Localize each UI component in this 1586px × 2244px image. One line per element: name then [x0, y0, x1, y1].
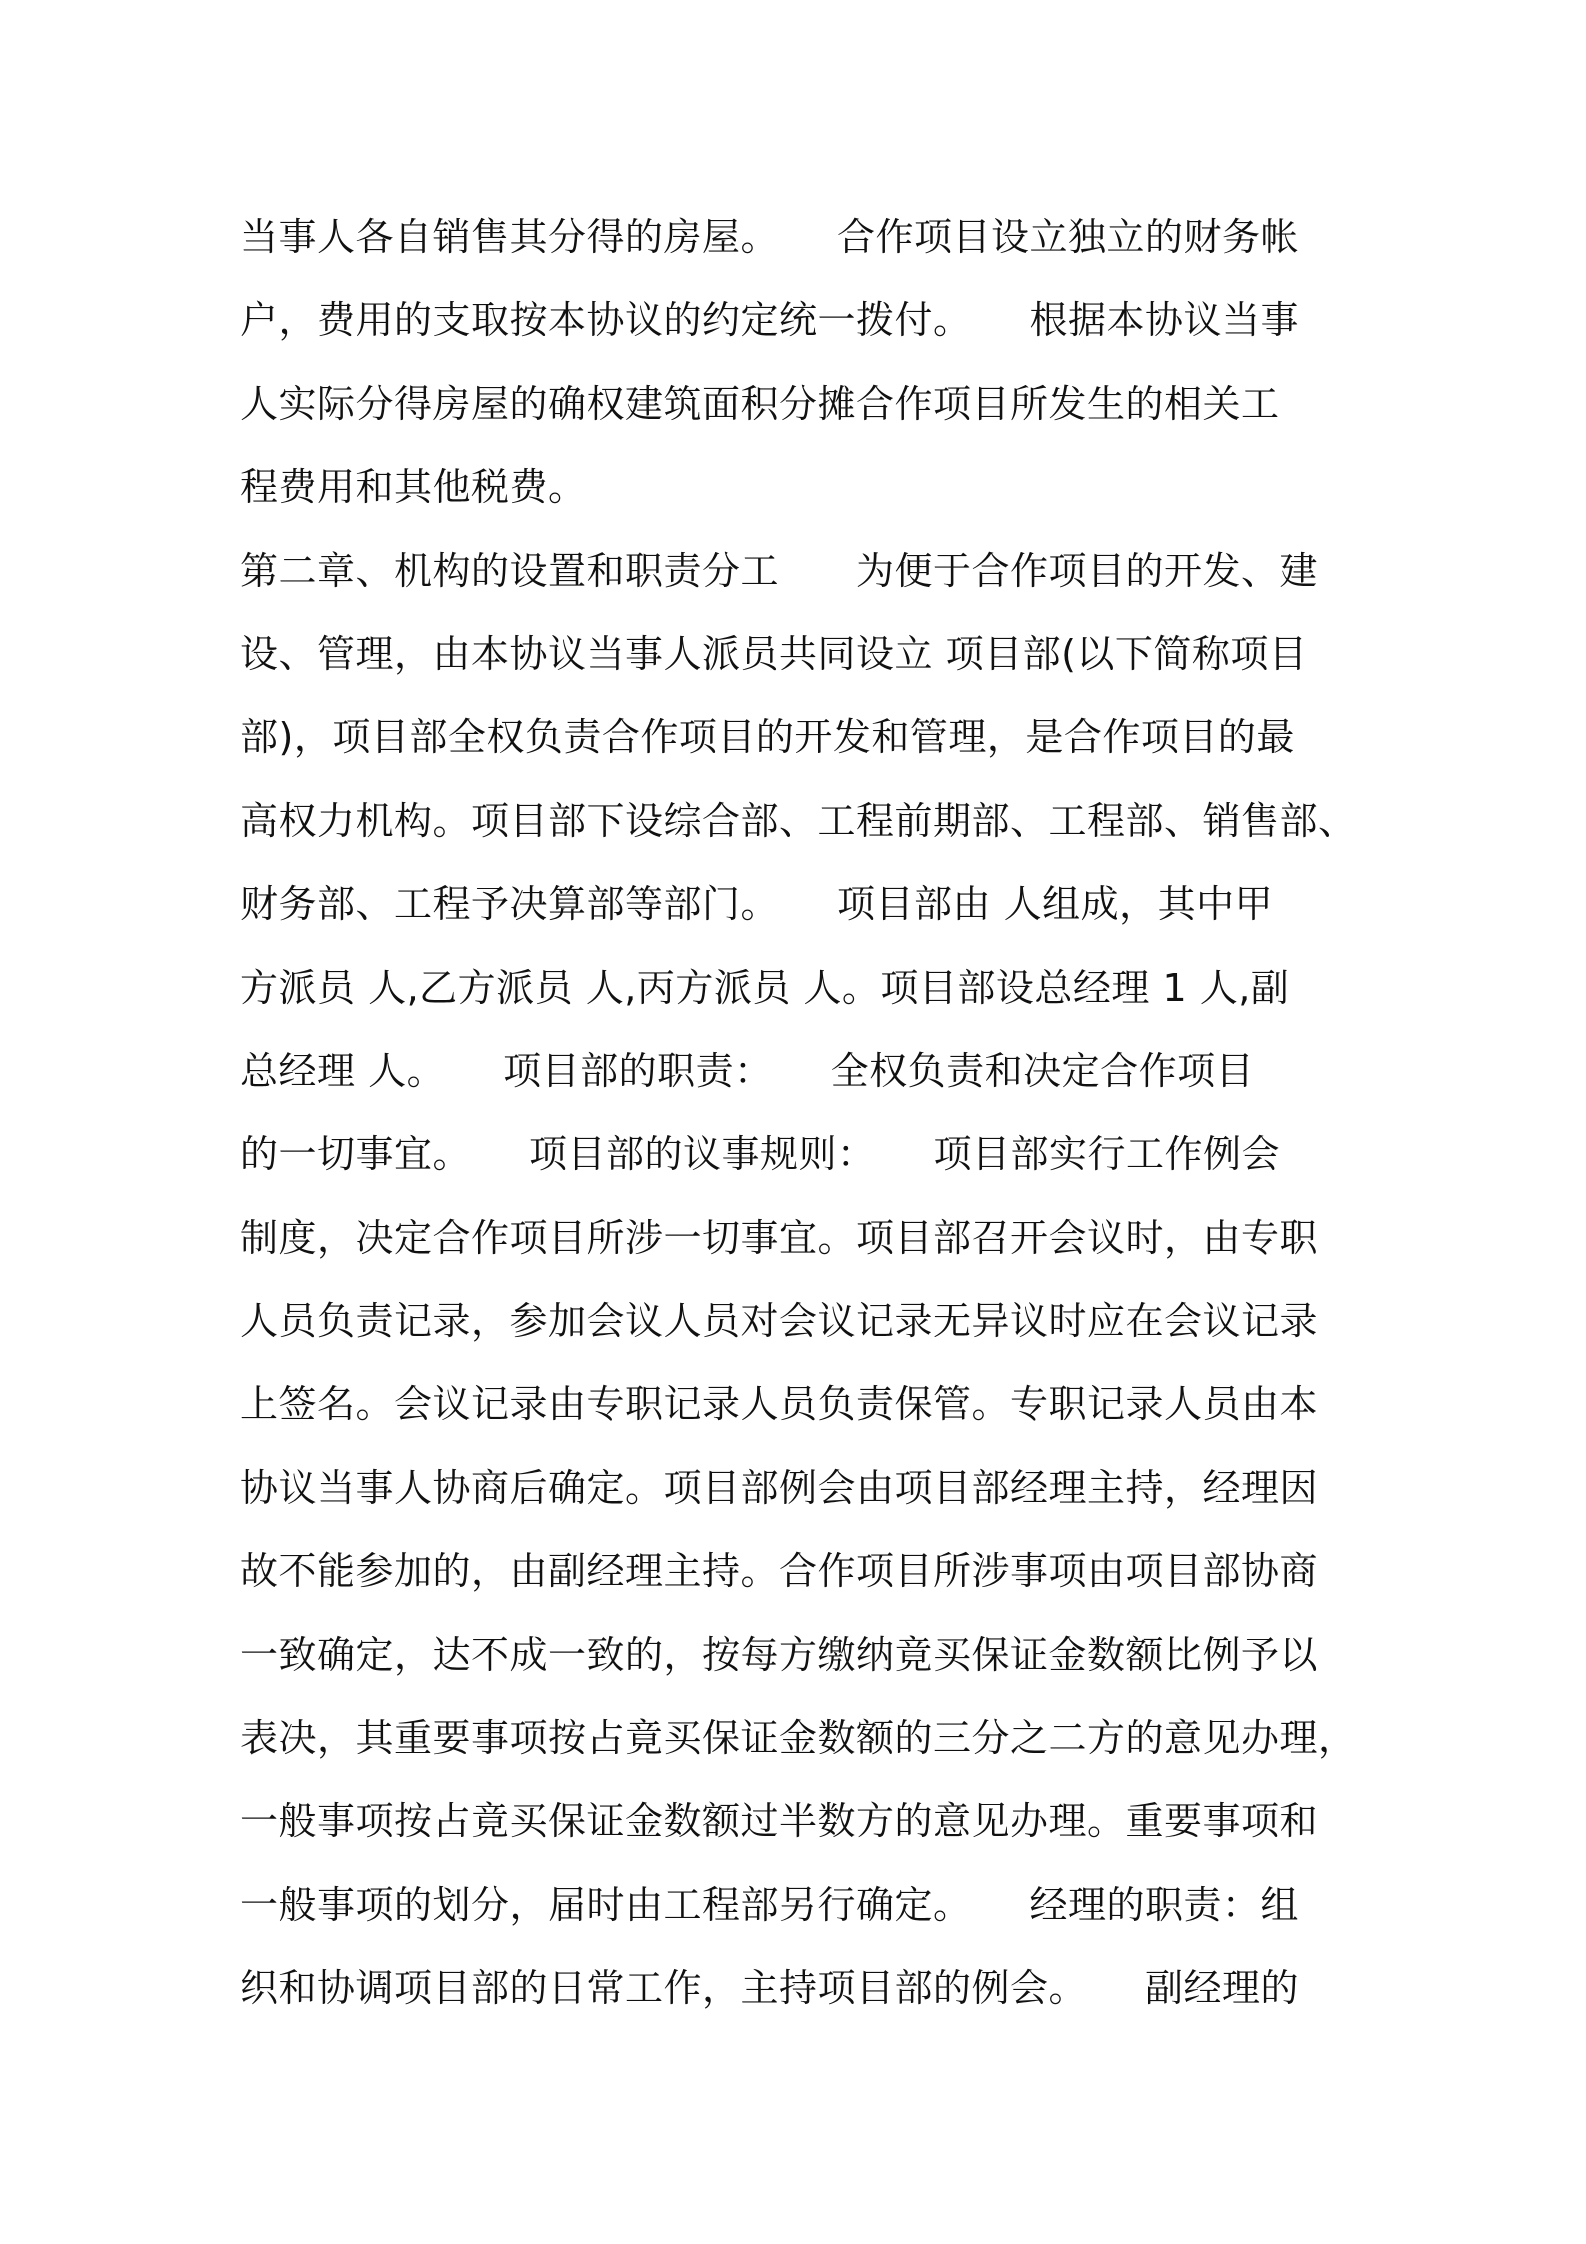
text-line: 方派员 人,乙方派员 人,丙方派员 人。项目部设总经理 1 人,副 — [240, 965, 1290, 1010]
text-line: 织和协调项目部的日常工作，主持项目部的例会。 副经理的 — [240, 1966, 1300, 2011]
text-line: 财务部、工程予决算部等部门。 项目部由 人组成，其中甲 — [240, 882, 1274, 927]
text-line: 一般事项按占竟买保证金数额过半数方的意见办理。重要事项和 — [240, 1799, 1319, 1844]
text-line: 程费用和其他税费。 — [240, 465, 587, 510]
text-line: 人员负责记录，参加会议人员对会议记录无异议时应在会议记录 — [240, 1299, 1319, 1344]
text-line: 上签名。会议记录由专职记录人员负责保管。专职记录人员由本 — [240, 1382, 1319, 1427]
text-line: 一般事项的划分，届时由工程部另行确定。 经理的职责：组 — [240, 1882, 1300, 1927]
text-line: 户，费用的支取按本协议的约定统一拨付。 根据本协议当事 — [240, 298, 1300, 343]
text-line: 人实际分得房屋的确权建筑面积分摊合作项目所发生的相关工 — [240, 381, 1280, 426]
text-line: 部)，项目部全权负责合作项目的开发和管理，是合作项目的最 — [240, 715, 1295, 760]
text-line: 表决，其重要事项按占竟买保证金数额的三分之二方的意见办理， — [240, 1716, 1357, 1761]
text-line: 的一切事宜。 项目部的议事规则： 项目部实行工作例会 — [240, 1132, 1281, 1177]
text-line: 当事人各自销售其分得的房屋。 合作项目设立独立的财务帐 — [240, 215, 1300, 259]
chapter-heading-line: 第二章、机构的设置和职责分工 为便于合作项目的开发、建 — [240, 548, 1319, 593]
text-line: 高权力机构。项目部下设综合部、工程前期部、工程部、销售部、 — [240, 798, 1357, 843]
text-line: 协议当事人协商后确定。项目部例会由项目部经理主持，经理因 — [240, 1465, 1319, 1510]
text-line: 制度，决定合作项目所涉一切事宜。项目部召开会议时，由专职 — [240, 1215, 1319, 1260]
body-text — [240, 196, 1360, 2031]
text-line: 设、管理，由本协议当事人派员共同设立 项目部(以下简称项目 — [240, 631, 1308, 676]
text-line: 一致确定，达不成一致的，按每方缴纳竟买保证金数额比例予以 — [240, 1632, 1319, 1677]
text-line: 总经理 人。 项目部的职责： 全权负责和决定合作项目 — [240, 1048, 1255, 1093]
text-line: 故不能参加的，由副经理主持。合作项目所涉事项由项目部协商 — [240, 1549, 1319, 1594]
